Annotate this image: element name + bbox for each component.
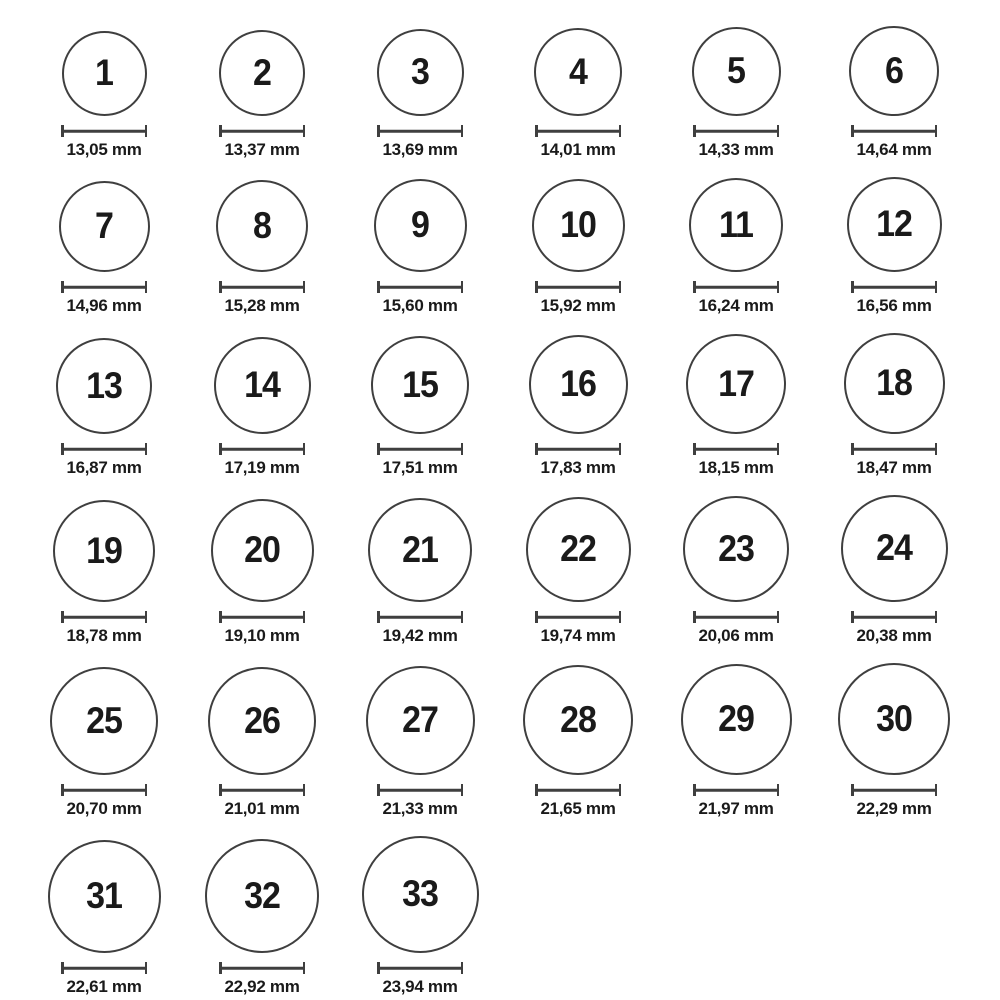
diameter-label: 19,42 mm [382,626,458,645]
ring-size-number: 1 [95,52,113,94]
ring-size-number: 18 [876,362,912,404]
diameter-label: 14,33 mm [698,140,774,159]
ring-circle [847,177,942,272]
ring-circle [371,336,469,434]
ring-size-item [499,665,657,819]
measure-right-tick [461,611,464,623]
ring-size-item [341,498,499,646]
ring-size-item [657,27,815,160]
ring-circle [686,334,786,434]
measure-bar [219,130,305,133]
ring-size-number: 19 [86,529,122,571]
ring-size-number: 16 [560,363,596,405]
diameter-measure-line [535,784,621,796]
measure-right-tick [619,125,622,137]
measure-bar [61,286,147,289]
ring-circle [50,667,158,775]
ring-size-number: 13 [86,364,122,406]
ring-size-item [499,497,657,646]
ring-circle [377,29,464,116]
ring-size-number: 32 [244,874,280,916]
measure-right-tick [461,281,464,293]
measure-right-tick [619,611,622,623]
diameter-measure-line [61,784,147,796]
diameter-label: 20,38 mm [856,626,932,645]
measure-bar [851,130,937,133]
diameter-measure-line [535,281,621,293]
diameter-measure-line [61,962,147,974]
ring-circle [683,496,789,602]
chart-row [25,26,1000,160]
diameter-measure-line [61,611,147,623]
measure-bar [851,448,937,451]
diameter-measure-line [377,962,463,974]
diameter-label: 14,64 mm [856,140,932,159]
ring-size-number: 8 [253,204,271,246]
ring-size-number: 14 [244,364,280,406]
measure-bar [535,616,621,619]
measure-bar [535,448,621,451]
diameter-label: 15,92 mm [540,296,616,315]
diameter-measure-line [851,281,937,293]
measure-right-tick [145,125,148,137]
measure-bar [219,616,305,619]
diameter-label: 21,33 mm [382,799,458,818]
ring-size-number: 21 [402,528,438,570]
diameter-label: 18,15 mm [698,458,774,477]
chart-row [25,177,1000,316]
diameter-measure-line [219,611,305,623]
ring-circle [368,498,472,602]
ring-size-number: 10 [560,204,596,246]
ring-size-item [25,500,183,646]
ring-size-item [341,29,499,160]
measure-right-tick [619,443,622,455]
diameter-measure-line [851,443,937,455]
measure-right-tick [145,611,148,623]
diameter-label: 17,83 mm [540,458,616,477]
measure-right-tick [303,962,306,974]
ring-size-item [341,336,499,478]
measure-bar [61,967,147,970]
diameter-label: 18,47 mm [856,458,932,477]
ring-circle [59,181,150,272]
measure-bar [535,130,621,133]
diameter-label: 16,56 mm [856,296,932,315]
measure-right-tick [619,281,622,293]
ring-circle [219,30,305,116]
measure-right-tick [935,125,938,137]
diameter-label: 18,78 mm [66,626,142,645]
ring-size-number: 25 [86,699,122,741]
diameter-measure-line [219,281,305,293]
ring-size-number: 4 [569,50,587,92]
diameter-measure-line [693,611,779,623]
ring-size-item [815,663,973,819]
measure-right-tick [303,443,306,455]
measure-bar [851,616,937,619]
measure-bar [377,130,463,133]
measure-right-tick [777,281,780,293]
measure-right-tick [145,281,148,293]
diameter-measure-line [535,125,621,137]
ring-size-number: 33 [402,873,438,915]
measure-right-tick [935,443,938,455]
ring-size-item [815,26,973,160]
measure-bar [219,789,305,792]
diameter-label: 15,60 mm [382,296,458,315]
diameter-measure-line [219,443,305,455]
ring-size-item [183,667,341,819]
measure-right-tick [303,611,306,623]
ring-size-item [815,495,973,646]
measure-bar [61,616,147,619]
ring-circle [216,180,308,272]
diameter-label: 17,51 mm [382,458,458,477]
measure-right-tick [777,443,780,455]
ring-size-item [341,836,499,997]
diameter-measure-line [61,443,147,455]
ring-circle [534,28,622,116]
measure-right-tick [145,443,148,455]
ring-circle [214,337,311,434]
ring-circle [211,499,314,602]
measure-right-tick [777,125,780,137]
ring-size-number: 24 [876,527,912,569]
ring-size-number: 26 [244,699,280,741]
diameter-measure-line [693,443,779,455]
ring-size-number: 17 [718,362,754,404]
diameter-label: 22,92 mm [224,977,300,996]
diameter-label: 17,19 mm [224,458,300,477]
measure-right-tick [461,443,464,455]
ring-circle [374,179,467,272]
measure-bar [61,789,147,792]
measure-bar [851,286,937,289]
ring-circle [53,500,155,602]
ring-size-item [657,178,815,316]
measure-bar [535,789,621,792]
diameter-measure-line [377,784,463,796]
diameter-measure-line [219,784,305,796]
ring-size-number: 6 [885,49,903,91]
diameter-label: 13,05 mm [66,140,142,159]
diameter-measure-line [535,443,621,455]
diameter-measure-line [535,611,621,623]
diameter-label: 19,74 mm [540,626,616,645]
measure-right-tick [145,962,148,974]
ring-size-item [183,30,341,160]
measure-bar [535,286,621,289]
measure-bar [219,448,305,451]
ring-size-item [183,180,341,316]
measure-bar [377,448,463,451]
measure-bar [851,789,937,792]
measure-bar [61,130,147,133]
chart-row [25,663,1000,819]
diameter-label: 21,97 mm [698,799,774,818]
ring-size-number: 15 [402,363,438,405]
ring-size-item [815,333,973,478]
diameter-label: 16,87 mm [66,458,142,477]
ring-size-item [499,179,657,316]
measure-right-tick [303,784,306,796]
ring-size-item [341,666,499,819]
ring-circle [205,839,319,953]
ring-size-item [499,28,657,160]
ring-size-number: 29 [718,698,754,740]
ring-size-number: 20 [244,529,280,571]
ring-size-number: 3 [411,51,429,93]
measure-bar [377,616,463,619]
diameter-measure-line [377,443,463,455]
ring-size-number: 30 [876,697,912,739]
diameter-measure-line [693,784,779,796]
ring-size-item [25,338,183,478]
diameter-label: 15,28 mm [224,296,300,315]
ring-circle [844,333,945,434]
diameter-measure-line [693,281,779,293]
ring-circle [692,27,781,116]
ring-size-item [25,667,183,819]
diameter-measure-line [61,125,147,137]
diameter-measure-line [377,125,463,137]
ring-size-item [183,839,341,997]
ring-circle [526,497,631,602]
ring-size-number: 2 [253,51,271,93]
ring-circle [48,840,161,953]
ring-circle [681,664,792,775]
ring-circle [366,666,475,775]
measure-right-tick [619,784,622,796]
ring-circle [838,663,950,775]
measure-bar [693,130,779,133]
ring-size-number: 31 [86,875,122,917]
ring-size-item [815,177,973,316]
diameter-measure-line [61,281,147,293]
ring-circle [362,836,479,953]
diameter-label: 23,94 mm [382,977,458,996]
diameter-label: 20,70 mm [66,799,142,818]
measure-right-tick [935,281,938,293]
measure-bar [693,789,779,792]
ring-circle [532,179,625,272]
chart-row [25,495,1000,646]
ring-size-item [183,337,341,478]
measure-bar [61,448,147,451]
ring-size-number: 5 [727,50,745,92]
ring-circle [208,667,316,775]
ring-size-number: 22 [560,528,596,570]
diameter-label: 14,96 mm [66,296,142,315]
ring-size-item [657,496,815,646]
measure-right-tick [777,611,780,623]
ring-size-number: 28 [560,698,596,740]
measure-right-tick [145,784,148,796]
diameter-measure-line [851,125,937,137]
ring-circle [689,178,783,272]
diameter-measure-line [377,281,463,293]
measure-bar [219,286,305,289]
ring-size-item [499,335,657,478]
diameter-measure-line [219,125,305,137]
diameter-label: 20,06 mm [698,626,774,645]
ring-size-item [25,31,183,160]
ring-size-number: 11 [719,203,753,245]
diameter-label: 22,29 mm [856,799,932,818]
ring-size-item [25,181,183,316]
measure-bar [377,789,463,792]
ring-size-number: 23 [718,527,754,569]
ring-size-number: 7 [95,205,113,247]
diameter-measure-line [377,611,463,623]
diameter-measure-line [219,962,305,974]
measure-right-tick [461,962,464,974]
measure-bar [377,967,463,970]
ring-size-item [183,499,341,646]
ring-size-item [657,664,815,819]
diameter-measure-line [851,611,937,623]
diameter-label: 21,01 mm [224,799,300,818]
ring-circle [841,495,948,602]
ring-circle [62,31,147,116]
measure-right-tick [935,611,938,623]
ring-size-item [657,334,815,478]
measure-right-tick [777,784,780,796]
diameter-label: 13,37 mm [224,140,300,159]
ring-size-item [341,179,499,316]
ring-circle [849,26,939,116]
measure-right-tick [935,784,938,796]
diameter-label: 19,10 mm [224,626,300,645]
measure-bar [377,286,463,289]
ring-size-number: 12 [876,203,912,245]
measure-bar [693,448,779,451]
diameter-label: 16,24 mm [698,296,774,315]
measure-right-tick [461,125,464,137]
measure-bar [693,616,779,619]
diameter-label: 14,01 mm [540,140,616,159]
measure-right-tick [303,125,306,137]
measure-bar [219,967,305,970]
diameter-measure-line [693,125,779,137]
measure-right-tick [303,281,306,293]
chart-row [25,333,1000,478]
diameter-label: 21,65 mm [540,799,616,818]
ring-circle [56,338,152,434]
diameter-measure-line [851,784,937,796]
ring-size-number: 9 [411,204,429,246]
measure-bar [693,286,779,289]
ring-circle [529,335,628,434]
measure-right-tick [461,784,464,796]
ring-size-item [25,840,183,997]
chart-row [25,836,1000,997]
ring-size-number: 27 [402,699,438,741]
diameter-label: 13,69 mm [382,140,458,159]
ring-circle [523,665,633,775]
diameter-label: 22,61 mm [66,977,142,996]
